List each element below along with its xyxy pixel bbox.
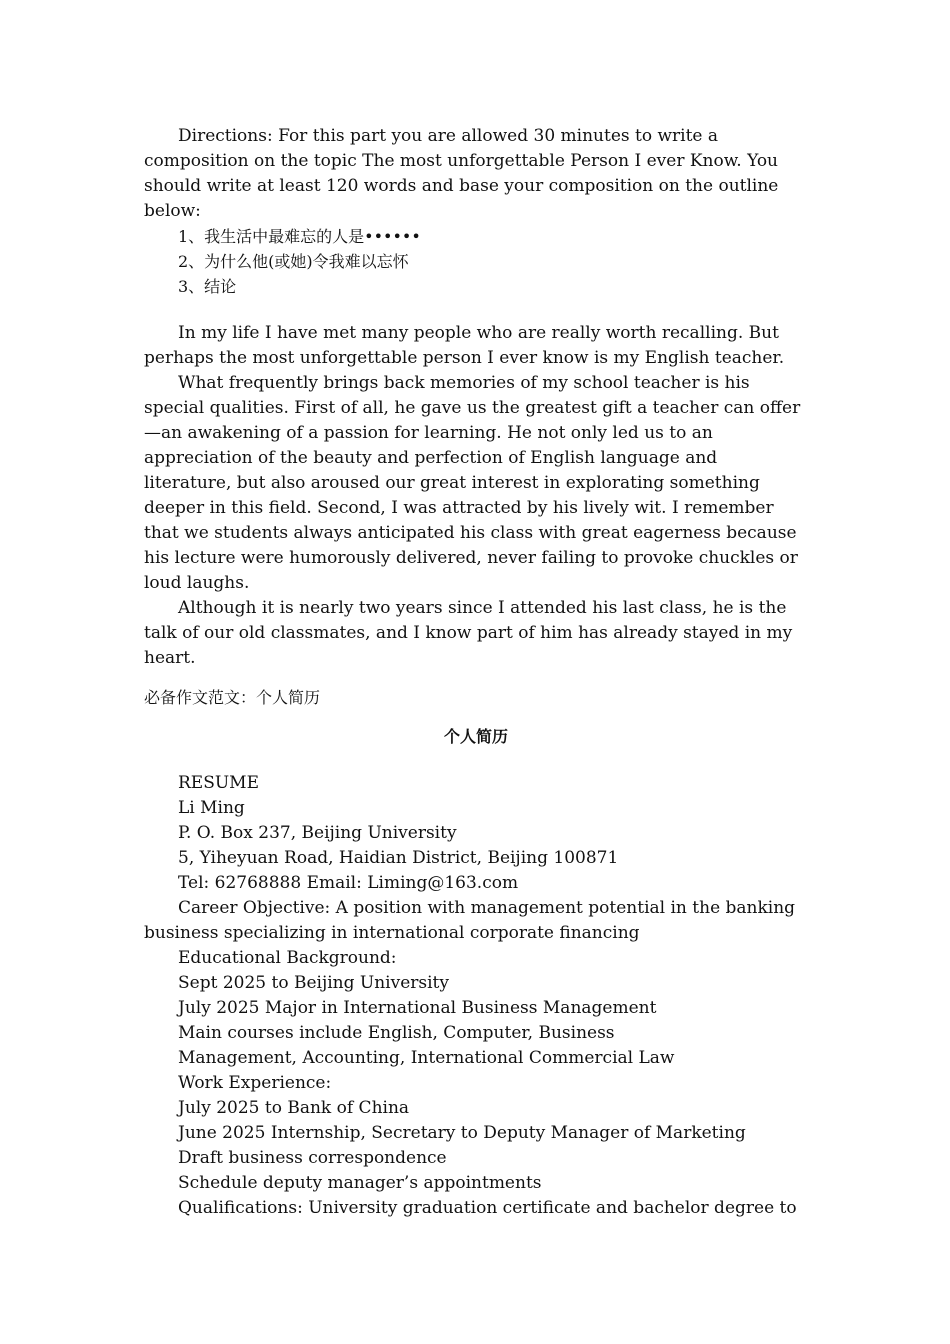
outline-item: 1、我生活中最难忘的人是••••••: [178, 227, 421, 246]
resume-line: Li Ming: [178, 798, 245, 818]
spacer: [144, 710, 808, 724]
spacer: [144, 749, 808, 771]
resume-line: Main courses include English, Computer, Business: [178, 1023, 615, 1043]
outline-item: 2、为什么他(或她)令我难以忘怀: [178, 252, 409, 271]
resume-line: Work Experience:: [178, 1073, 332, 1093]
resume-line: P. O. Box 237, Beijing University: [178, 823, 457, 843]
resume-line: Draft business correspondence: [178, 1148, 447, 1168]
resume-line: Schedule deputy manager’s appointments: [178, 1173, 542, 1193]
outline-item: 3、结论: [178, 277, 237, 296]
resume-line: July 2025 Major in International Business Management: [178, 998, 657, 1018]
resume-line: RESUME: [178, 773, 259, 793]
directions-paragraph: Directions: For this part you are allowed 30 minutes to write a composition on the topic The most unforgettable Person I ever Know. You should write at least 120 words and base your composition on the outline below:: [144, 126, 779, 221]
resume-line: Management, Accounting, International Commercial Law: [178, 1048, 675, 1068]
essay-paragraph: Although it is nearly two years since I attended his last class, he is the talk of our old classmates, and I know part of him has already stayed in my heart.: [144, 598, 793, 668]
document-body: [144, 124, 808, 1221]
resume-line: Tel: 62768888 Email: Liming@163.com: [178, 873, 519, 893]
resume-line: Qualifications: University graduation certificate and bachelor degree to: [178, 1198, 797, 1218]
spacer: [144, 299, 808, 321]
resume-line: Career Objective: A position with management potential in the banking business specializing in international corporate financing: [144, 898, 796, 943]
resume-line: 5, Yiheyuan Road, Haidian District, Beijing 100871: [178, 848, 619, 868]
resume-line: June 2025 Internship, Secretary to Deputy Manager of Marketing: [178, 1123, 746, 1143]
resume-line: Sept 2025 to Beijing University: [178, 973, 449, 993]
section-label: 必备作文范文：个人简历: [144, 688, 321, 707]
resume-line: Educational Background:: [178, 948, 397, 968]
spacer: [144, 671, 808, 685]
resume-line: July 2025 to Bank of China: [178, 1098, 410, 1118]
section-title: 个人简历: [443, 727, 508, 746]
essay-paragraph: What frequently brings back memories of my school teacher is his special qualities. First of all, he gave us the greatest gift a teacher can offer—an awakening of a passion for learning. He not only led us to an appreciation of the beauty and perfection of English language and literature, but also aroused our great interest in explorating something deeper in this field. Second, I was attracted by his lively wit. I remember that we students always anticipated his class with great eagerness because his lecture were humorously delivered, never failing to provoke chuckles or loud laughs.: [144, 373, 801, 593]
essay-paragraph: In my life I have met many people who are really worth recalling. But perhaps the most unforgettable person I ever know is my English teacher.: [144, 323, 785, 368]
